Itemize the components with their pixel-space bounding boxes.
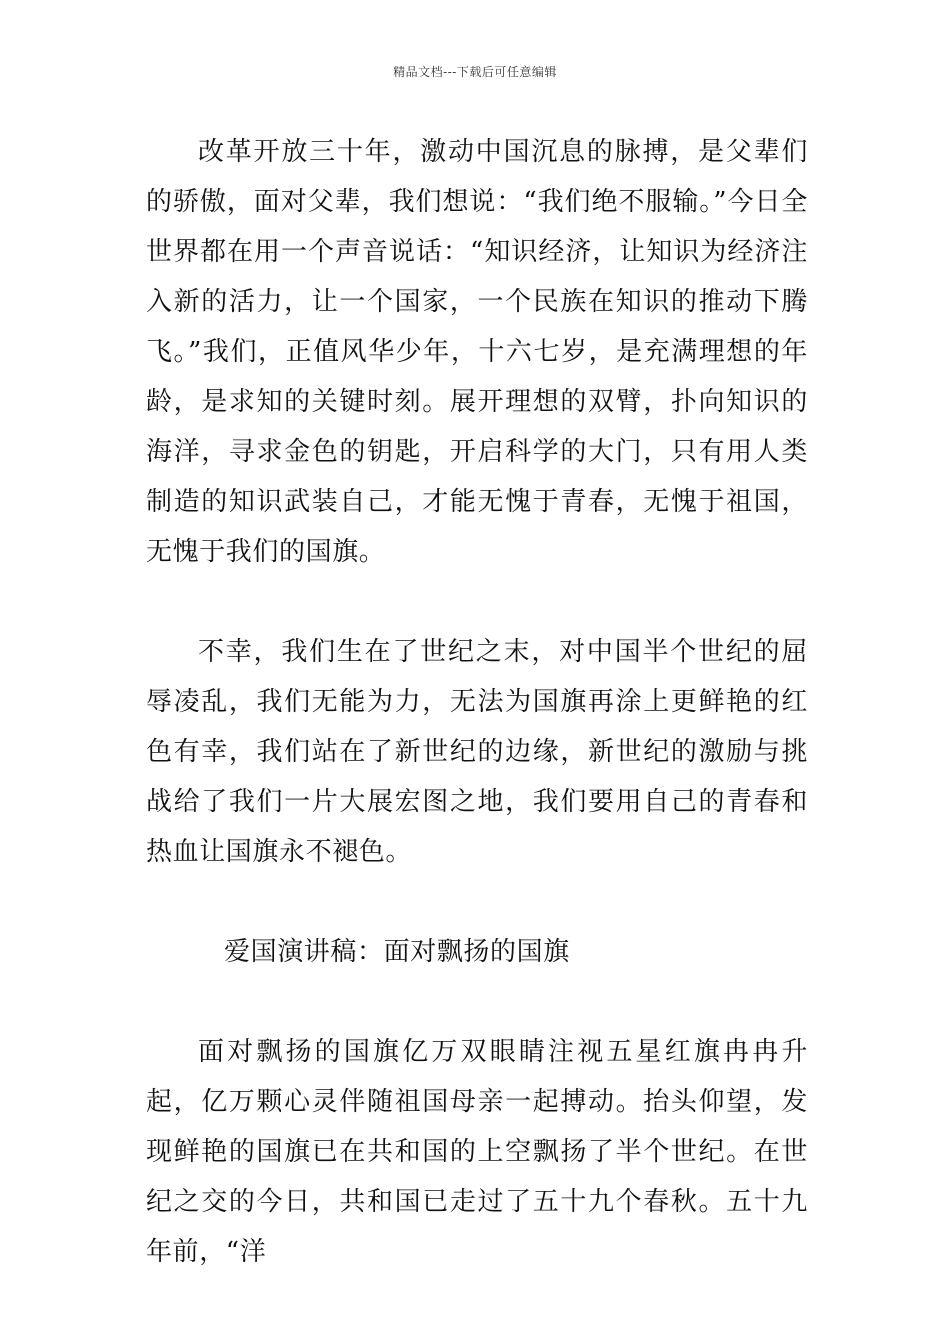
- section-title: 爱国演讲稿：面对飘扬的国旗: [224, 937, 570, 967]
- page-header: 精品文档---下载后可任意编辑: [393, 65, 557, 79]
- document-body: [146, 127, 808, 1277]
- paragraph-1: 改革开放三十年，激动中国沉息的脉搏，是父辈们的骄傲，面对父辈，我们想说：“我们绝不服输。”今日全世界都在用一个声音说话：“知识经济，让知识为经济注入新的活力，让一个国家，一个民族在知识的推动下腾飞。”我们，正值风华少年，十六七岁，是充满理想的年龄，是求知的关键时刻。展开理想的双臂，扑向知识的海洋，寻求金色的钥匙，开启科学的大门，只有用人类制造的知识武装自己，才能无愧于青春，无愧于祖国，无愧于我们的国旗。: [146, 137, 808, 567]
- paragraph-2: 不幸，我们生在了世纪之末，对中国半个世纪的屈辱凌乱，我们无能为力，无法为国旗再涂上更鲜艳的红色有幸，我们站在了新世纪的边缘，新世纪的激励与挑战给了我们一片大展宏图之地，我们要用自己的青春和热血让国旗永不褪色。: [146, 637, 808, 867]
- paragraph-3: 面对飘扬的国旗亿万双眼睛注视五星红旗冉冉升起，亿万颗心灵伴随祖国母亲一起搏动。抬头仰望，发现鲜艳的国旗已在共和国的上空飘扬了半个世纪。在世纪之交的今日，共和国已走过了五十九个春秋。五十九年前，“洋: [146, 1037, 808, 1267]
